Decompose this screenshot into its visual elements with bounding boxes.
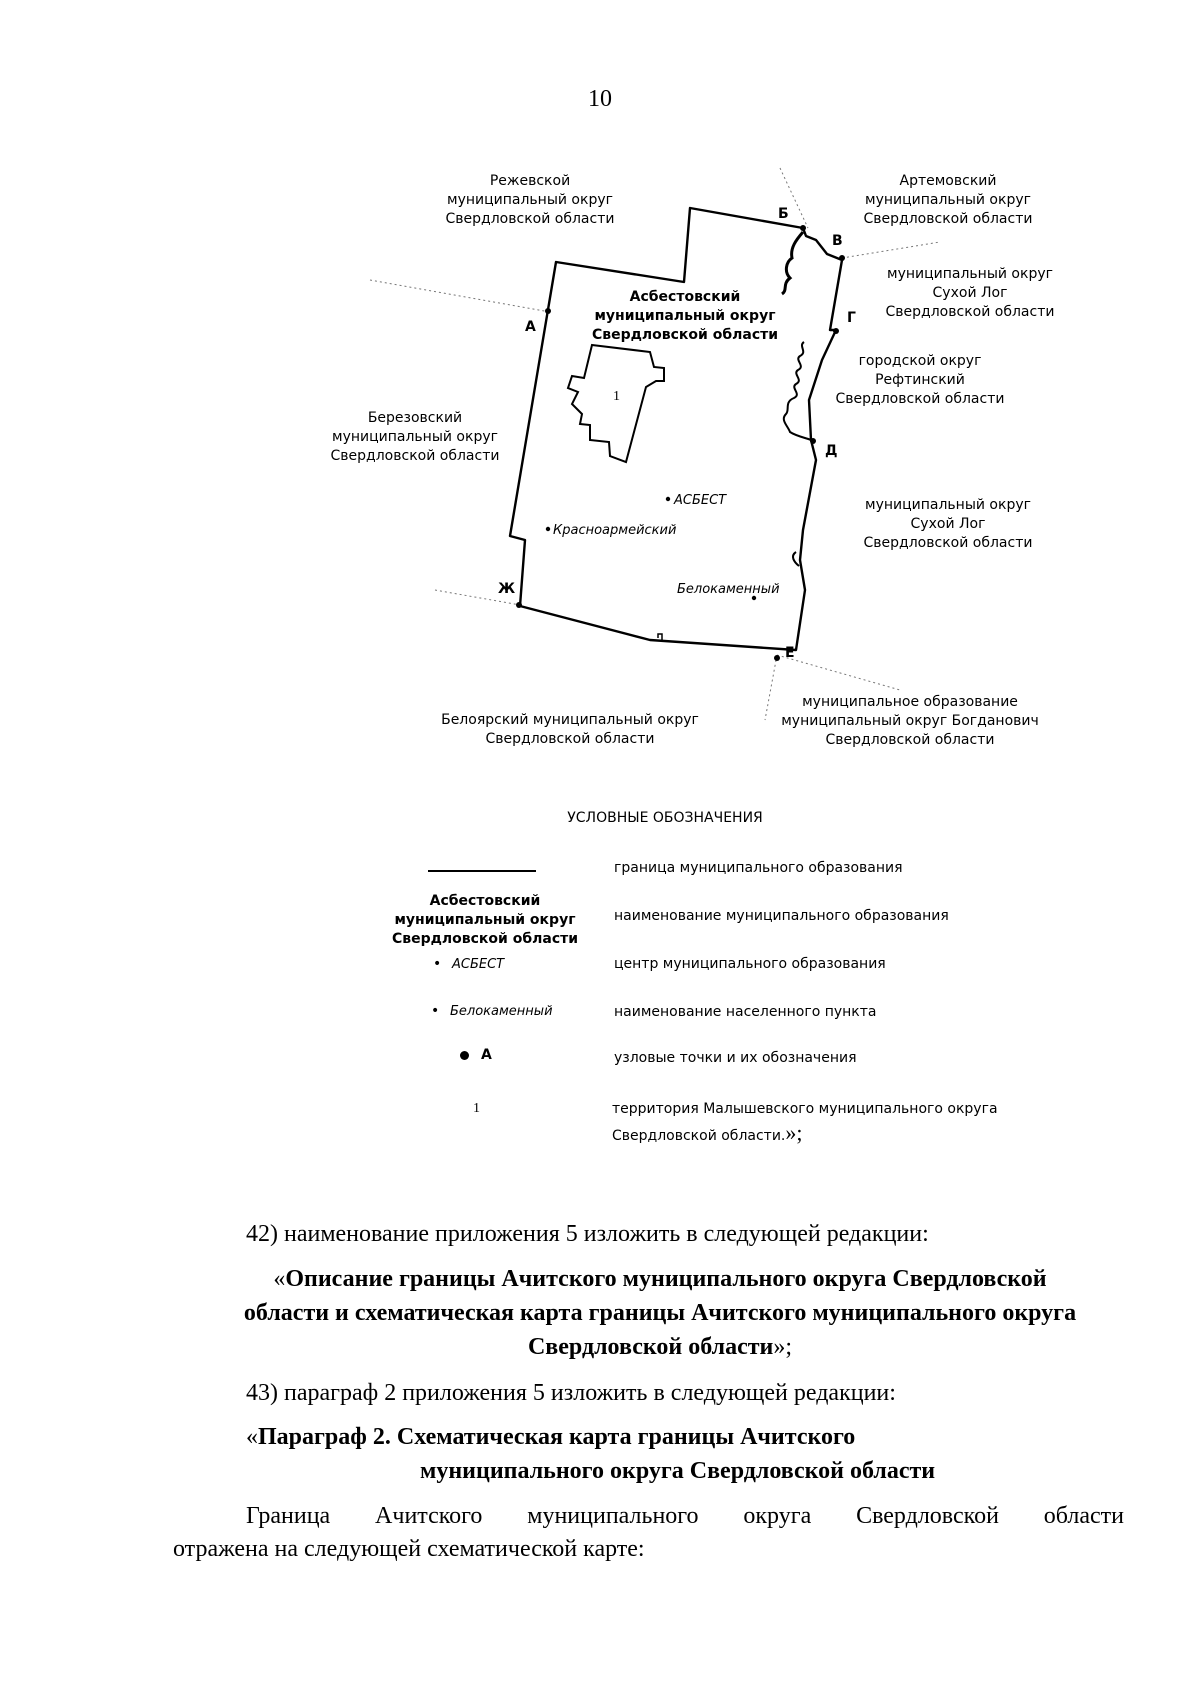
center-name: АСБЕСТ [674,493,727,508]
legend-settlement-sample: Белокаменный [450,1004,553,1019]
node-point-a [545,308,551,314]
paragraph-2-title-2: муниципального округа Свердловской области [420,1458,936,1484]
paragraph-2-heading-line-2 [420,1454,935,1488]
settlement-name: Красноармейский [553,523,677,538]
paragraph-2-title-1: Параграф 2. Схематическая карта границы Ачитского [258,1424,856,1450]
paragraph-2-heading-line-1 [246,1420,855,1454]
paragraph-2-open-quote: « [246,1424,258,1450]
node-point-zh [516,602,522,608]
legend-node-sample: А [481,1047,492,1063]
item-43: 43) параграф 2 приложения 5 изложить в следующей редакции: [246,1380,896,1406]
legend-center-desc: центр муниципального образования [614,956,886,972]
node-label-e: Е [785,645,795,661]
page-number: 10 [588,86,612,112]
neighbor-label-reftinsky: городской округ Рефтинский Свердловской области [835,353,1005,407]
settlement-marker [546,527,550,531]
district-boundary [510,208,842,650]
node-label-zh: Ж [498,581,516,597]
legend-title: УСЛОВНЫЕ ОБОЗНАЧЕНИЯ [567,810,763,826]
neighbor-label-berezovsky: Березовский муниципальный округ Свердловской области [330,410,500,464]
legend-boundary-desc: граница муниципального образования [614,860,903,876]
settlement-name: Белокаменный [677,582,780,597]
legend-boundary-line [428,870,536,872]
neighbor-label-rezhevskoy: Режевской муниципальный округ Свердловской области [445,173,615,227]
legend-center-marker: • [433,956,442,972]
heading-42-title: Описание границы Ачитского муниципального округа Свердловской области и схематическая карта границы Ачитского муниципального округа Свердловской области [243,1266,1077,1360]
node-label-b: Б [778,206,789,222]
legend-settlement-desc: наименование населенного пункта [614,1004,877,1020]
neighbor-label-artemovsky: Артемовский муниципальный округ Свердловской области [863,173,1033,227]
node-label-g: Г [847,310,856,326]
heading-42 [240,1262,1080,1364]
river-border-section [784,342,811,440]
neighbor-label-sukhoy-log-east: муниципальный округ Сухой Лог Свердловской области [863,497,1033,551]
heading-42-open-quote: « [273,1266,286,1292]
legend-enclave-sample: 1 [473,1101,480,1116]
neighbor-label-beloyarsky: Белоярский муниципальный округ Свердловской области [441,712,699,747]
enclave-number: 1 [613,389,620,404]
legend-enclave-desc-1: территория Малышевского муниципального округа [612,1101,998,1117]
center-marker [666,497,670,501]
legend-enclave-desc-tail: »; [785,1120,803,1145]
river-border-section [793,552,799,566]
river-border-section [658,634,662,640]
legend-center-sample: АСБЕСТ [452,957,505,972]
river-border-section [782,232,803,294]
legend-name-sample: Асбестовский муниципальный округ Свердловской области [391,893,579,947]
node-label-v: В [832,233,843,249]
node-point-v [839,255,845,261]
node-point-b [800,225,806,231]
legend-node-desc: узловые точки и их обозначения [614,1050,857,1066]
legend-node-marker [460,1051,469,1060]
node-label-d: Д [825,443,838,459]
legend-enclave-desc-2 [612,1120,803,1146]
legend-settlement-marker: • [431,1003,440,1019]
node-point-e [774,655,780,661]
item-42: 42) наименование приложения 5 изложить в следующей редакции: [246,1221,929,1247]
legend-name-desc: наименование муниципального образования [614,908,949,924]
body-text-line-1: Граница Ачитского муниципального округа Свердловской области [246,1503,1124,1529]
node-point-g [833,328,839,334]
body-text-line-2: отражена на следующей схематической карте: [173,1536,645,1562]
heading-42-close-quote: »; [773,1334,793,1360]
neighbor-label-sukhoy-log-north: муниципальный округ Сухой Лог Свердловской области [885,266,1055,320]
neighbor-label-bogdanovich: муниципальное образование муниципальный округ Богданович Свердловской области [781,694,1039,748]
legend-enclave-desc-2-text: Свердловской области. [612,1128,786,1144]
node-point-d [810,438,816,444]
district-name-label: Асбестовский муниципальный округ Свердловской области [591,289,779,343]
node-label-a: А [525,319,536,335]
